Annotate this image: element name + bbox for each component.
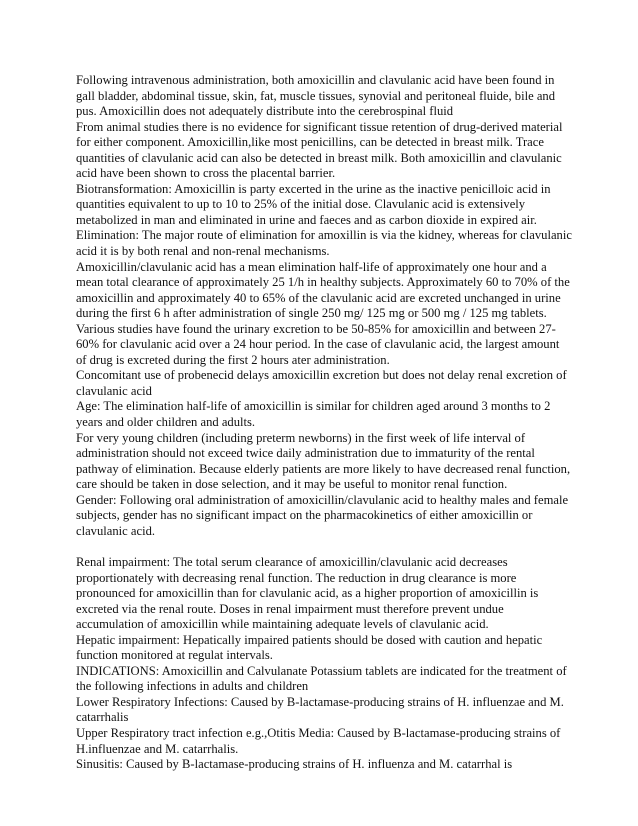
paragraph-animal-studies: From animal studies there is no evidence for significant tissue retention of drug-derived material for either component. Amoxicillin,like most penicillins, can be detected in breast milk. Trace quantities of clavulanic acid can also be detected in breast milk. Both amoxicillin and clavulanic acid have been shown to cross the placental barrier. xyxy=(76,119,563,181)
paragraph-upper-respiratory: Upper Respiratory tract infection e.g.,Otitis Media: Caused by B-lactamase-producing strains of H.influenzae and M. catarrhalis. xyxy=(76,725,561,756)
paragraph-lower-respiratory: Lower Respiratory Infections: Caused by B-lactamase-producing strains of H. influenzae and M. catarrhalis xyxy=(76,694,564,725)
paragraph-hepatic-impairment: Hepatic impairment: Hepatically impaired patients should be dosed with caution and hepatic function monitored at regulat intervals. xyxy=(76,632,543,663)
paragraph-renal-impairment: Renal impairment: The total serum clearance of amoxicillin/clavulanic acid decreases proportionately with decreasing renal function. The reduction in drug clearance is more pronounced for amoxicillin than for clavulanic acid, as a higher proportion of amoxicillin is excreted via the renal route. Doses in renal impairment must therefore prevent undue accumulation of amoxicillin while maintaining adequate levels of clavulanic acid. xyxy=(76,554,539,632)
paragraph-gender: Gender: Following oral administration of amoxicillin/clavulanic acid to healthy males and female subjects, gender has no significant impact on the pharmacokinetics of either amoxicillin or clavulanic acid. xyxy=(76,492,569,538)
paragraph-elimination: Elimination: The major route of elimination for amoxillin is via the kidney, whereas for clavulanic acid it is by both renal and non-renal mechanisms. xyxy=(76,228,572,259)
paragraph-young-children: For very young children (including preterm newborns) in the first week of life interval of administration should not exceed twice daily administration due to immaturity of the rental pathway of elimination. Because elderly patients are more likely to have decreased renal function, care should be taken in dose selection, and it may be useful to monitor renal function. xyxy=(76,430,571,492)
paragraph-age: Age: The elimination half-life of amoxicillin is similar for children aged around 3 months to 2 years and older children and adults. xyxy=(76,399,551,430)
document-body xyxy=(76,73,572,773)
paragraph-indications: INDICATIONS: Amoxicillin and Calvulanate Potassium tablets are indicated for the treatment of the following infections in adults and children xyxy=(76,663,567,694)
paragraph-spacer xyxy=(76,539,572,555)
paragraph-distribution: Following intravenous administration, both amoxicillin and clavulanic acid have been found in gall bladder, abdominal tissue, skin, fat, muscle tissues, synovial and peritoneal fluide, bile and pus. Amoxicillin does not adequately distribute into the cerebrospinal fluid xyxy=(76,73,555,119)
paragraph-probenecid: Concomitant use of probenecid delays amoxicillin excretion but does not delay renal excretion of clavulanic acid xyxy=(76,368,567,398)
paragraph-half-life: Amoxicillin/clavulanic acid has a mean elimination half-life of approximately one hour and a mean total clearance of approximately 25 1/h in healthy subjects. Approximately 60 to 70% of the amoxicillin and approximately 40 to 65% of the clavulanic acid are excreted unchanged in urine during the first 6 h after administration of single 250 mg/ 125 mg or 500 mg / 125 mg tablets. Various studies have found the urinary excretion to be 50-85% for amoxicillin and between 27-60% for clavulanic acid over a 24 hour period. In the case of clavulanic acid, the largest amount of drug is excreted during the first 2 hours ater administration. xyxy=(76,259,570,367)
paragraph-sinusitis: Sinusitis: Caused by B-lactamase-producing strains of H. influenza and M. catarrhal is xyxy=(76,757,513,772)
paragraph-biotransformation: Biotransformation: Amoxicillin is party excerted in the urine as the inactive penicilloic acid in quantities equivalent to up to 10 to 25% of the initial dose. Clavulanic acid is extensively metabolized in man and eliminated in urine and faeces and as carbon dioxide in expired air. xyxy=(76,181,551,227)
